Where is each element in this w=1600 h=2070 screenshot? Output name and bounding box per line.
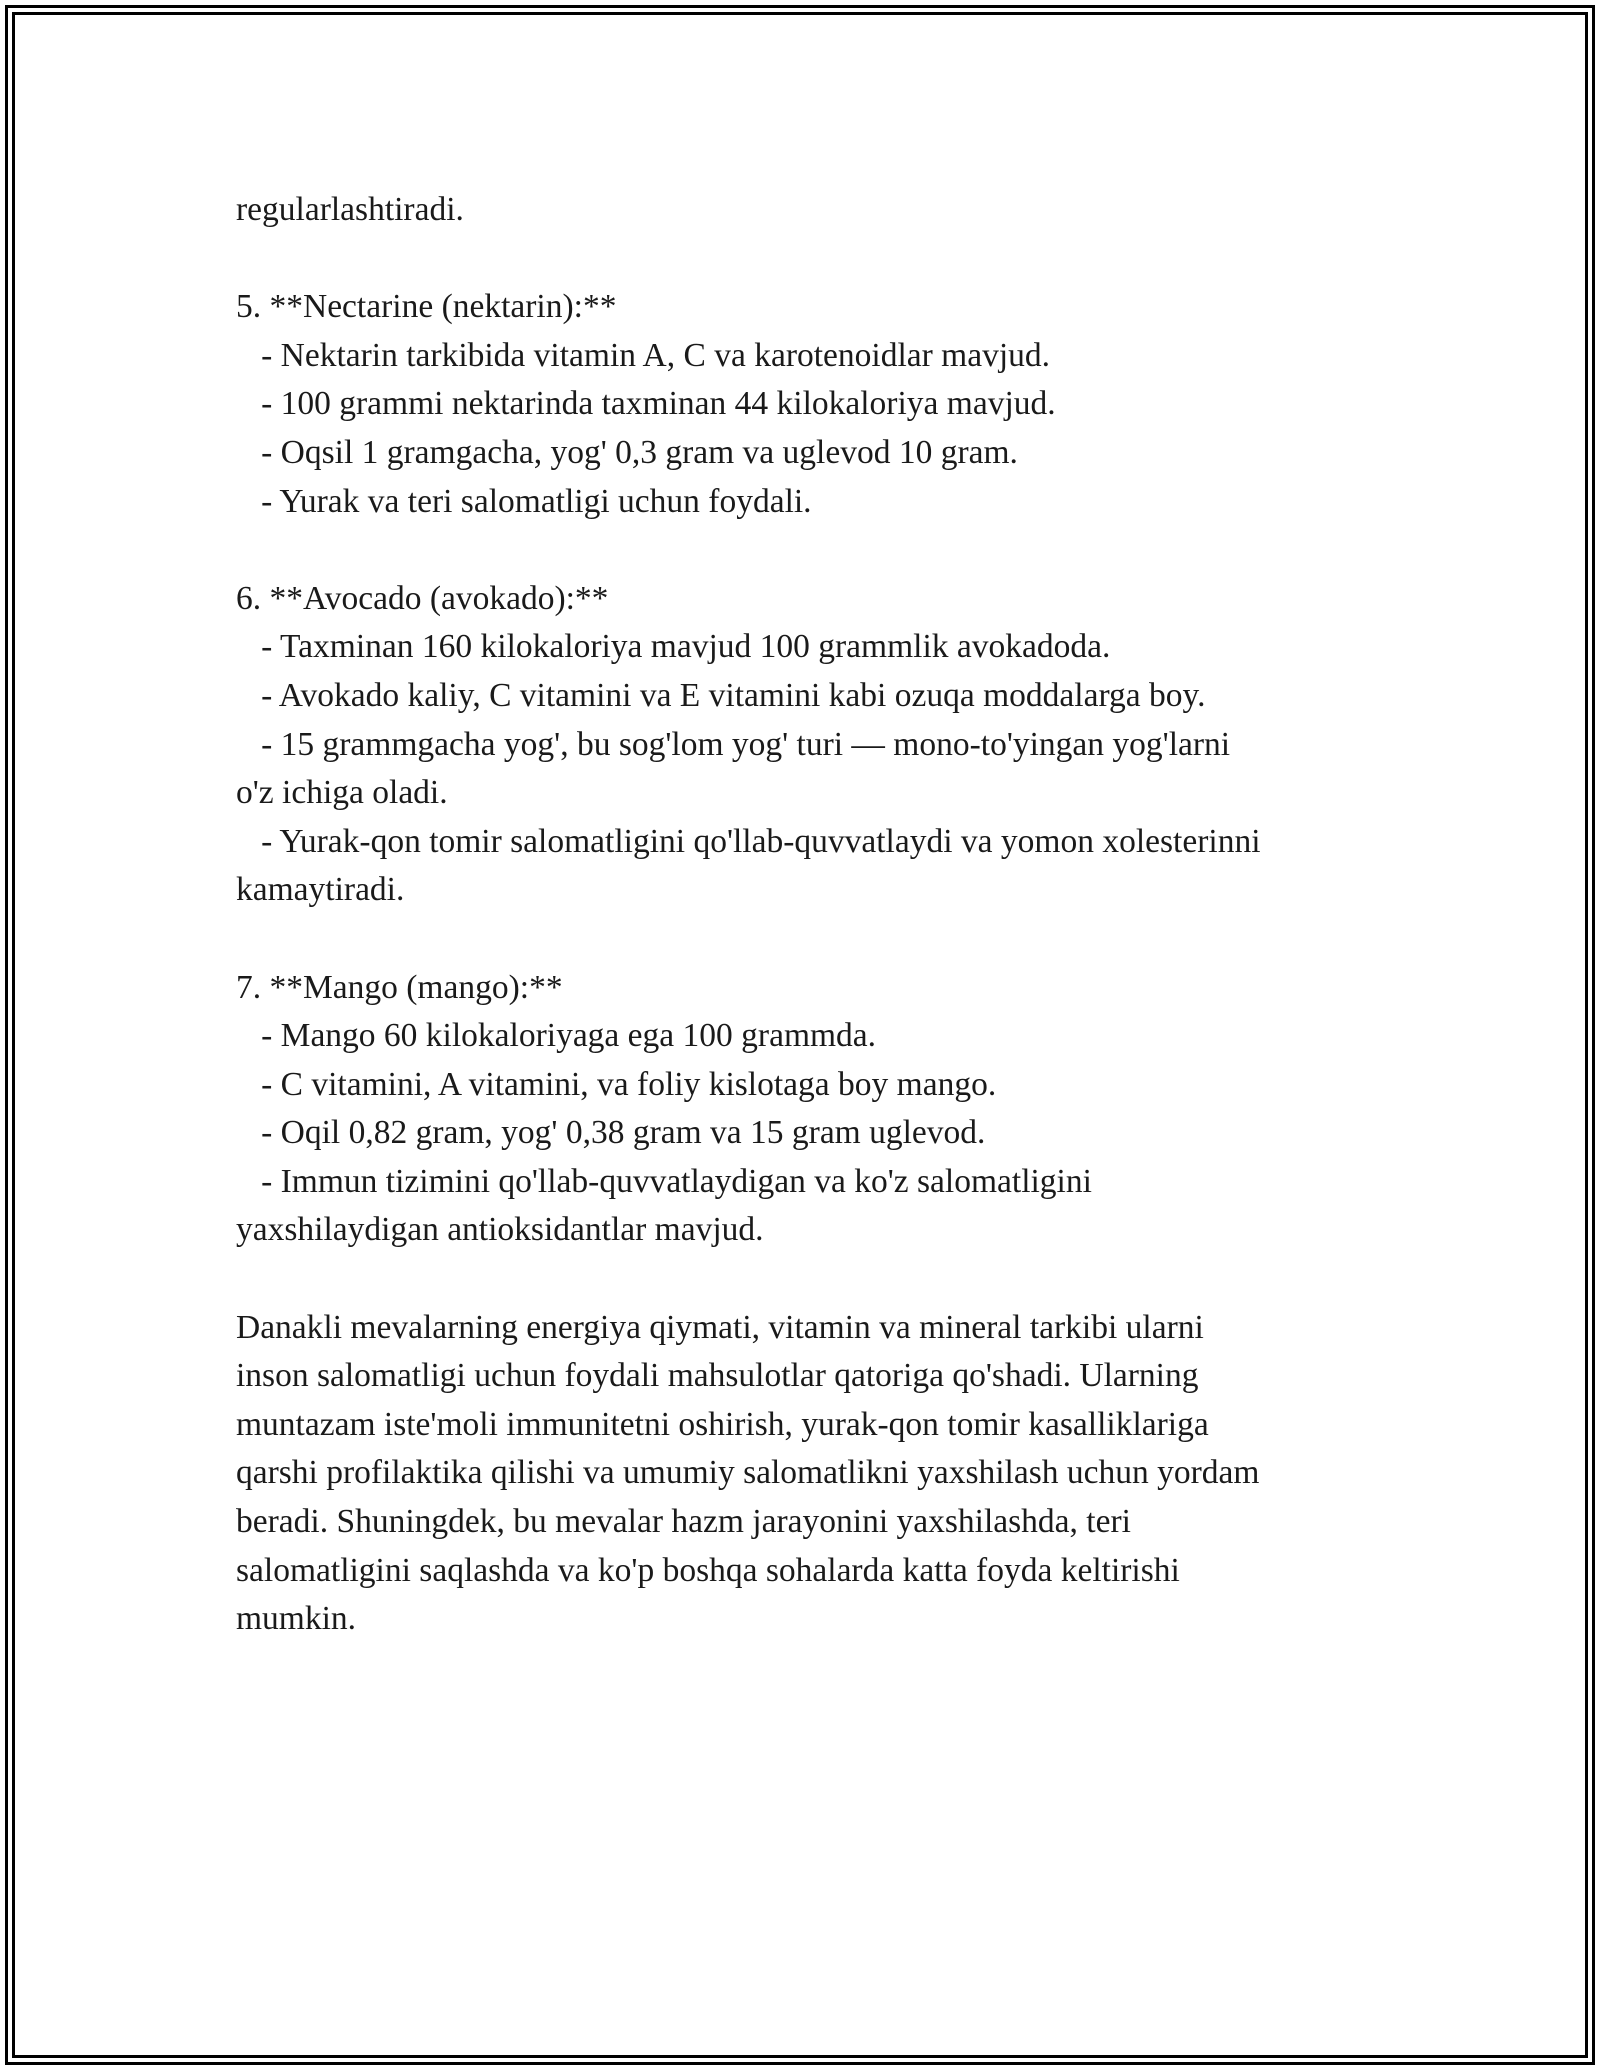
- conclusion-line: Danakli mevalarning energiya qiymati, vitamin va mineral tarkibi ularni: [236, 1308, 1204, 1346]
- text-line: regularlashtiradi.: [236, 191, 464, 228]
- list-item-continuation: o'z ichiga oladi.: [236, 774, 448, 812]
- list-item: - Yurak va teri salomatligi uchun foydali.: [236, 482, 812, 520]
- section-heading-mango: 7. **Mango (mango):**: [236, 968, 563, 1006]
- conclusion-line: beradi. Shuningdek, bu mevalar hazm jarayonini yaxshilashda, teri: [236, 1503, 1131, 1541]
- list-item: - Oqsil 1 gramgacha, yog' 0,3 gram va uglevod 10 gram.: [236, 433, 1018, 471]
- conclusion-line: salomatligini saqlashda va ko'p boshqa sohalarda katta foyda keltirishi: [236, 1551, 1180, 1589]
- list-item: - Nektarin tarkibida vitamin A, C va karotenoidlar mavjud.: [236, 336, 1051, 374]
- list-item-continuation: yaxshilaydigan antioksidantlar mavjud.: [236, 1211, 764, 1249]
- document-body: [236, 186, 1386, 1644]
- list-item: - Avokado kaliy, C vitamini va E vitamini kabi ozuqa moddalarga boy.: [236, 676, 1206, 714]
- blank-line: [236, 235, 1386, 284]
- section-heading-nectarine: 5. **Nectarine (nektarin):**: [236, 288, 617, 326]
- list-item: - Oqil 0,82 gram, yog' 0,38 gram va 15 gram uglevod.: [236, 1114, 986, 1152]
- conclusion-line: inson salomatligi uchun foydali mahsulotlar qatoriga qo'shadi. Ularning: [236, 1357, 1199, 1395]
- list-item: - 15 grammgacha yog', bu sog'lom yog' turi — mono-to'yingan yog'larni: [236, 725, 1231, 763]
- conclusion-line: muntazam iste'moli immunitetni oshirish, yurak-qon tomir kasalliklariga: [236, 1405, 1209, 1443]
- list-item: - Taxminan 160 kilokaloriya mavjud 100 grammlik avokadoda.: [236, 628, 1111, 666]
- conclusion-line: qarshi profilaktika qilishi va umumiy salomatlikni yaxshilash uchun yordam: [236, 1454, 1260, 1492]
- list-item: - Immun tizimini qo'llab-quvvatlaydigan va ko'z salomatligini: [236, 1162, 1092, 1200]
- section-heading-avocado: 6. **Avocado (avokado):**: [236, 579, 609, 617]
- blank-line: [236, 526, 1386, 575]
- list-item-continuation: kamaytiradi.: [236, 871, 405, 909]
- list-item: - 100 grammi nektarinda taxminan 44 kilokaloriya mavjud.: [236, 385, 1056, 423]
- blank-line: [236, 915, 1386, 964]
- list-item: - Mango 60 kilokaloriyaga ega 100 grammda.: [236, 1017, 877, 1055]
- blank-line: [236, 1255, 1386, 1304]
- conclusion-line: mumkin.: [236, 1600, 357, 1638]
- list-item: - Yurak-qon tomir salomatligini qo'llab-quvvatlaydi va yomon xolesterinni: [236, 822, 1261, 860]
- list-item: - C vitamini, A vitamini, va foliy kislotaga boy mango.: [236, 1065, 997, 1103]
